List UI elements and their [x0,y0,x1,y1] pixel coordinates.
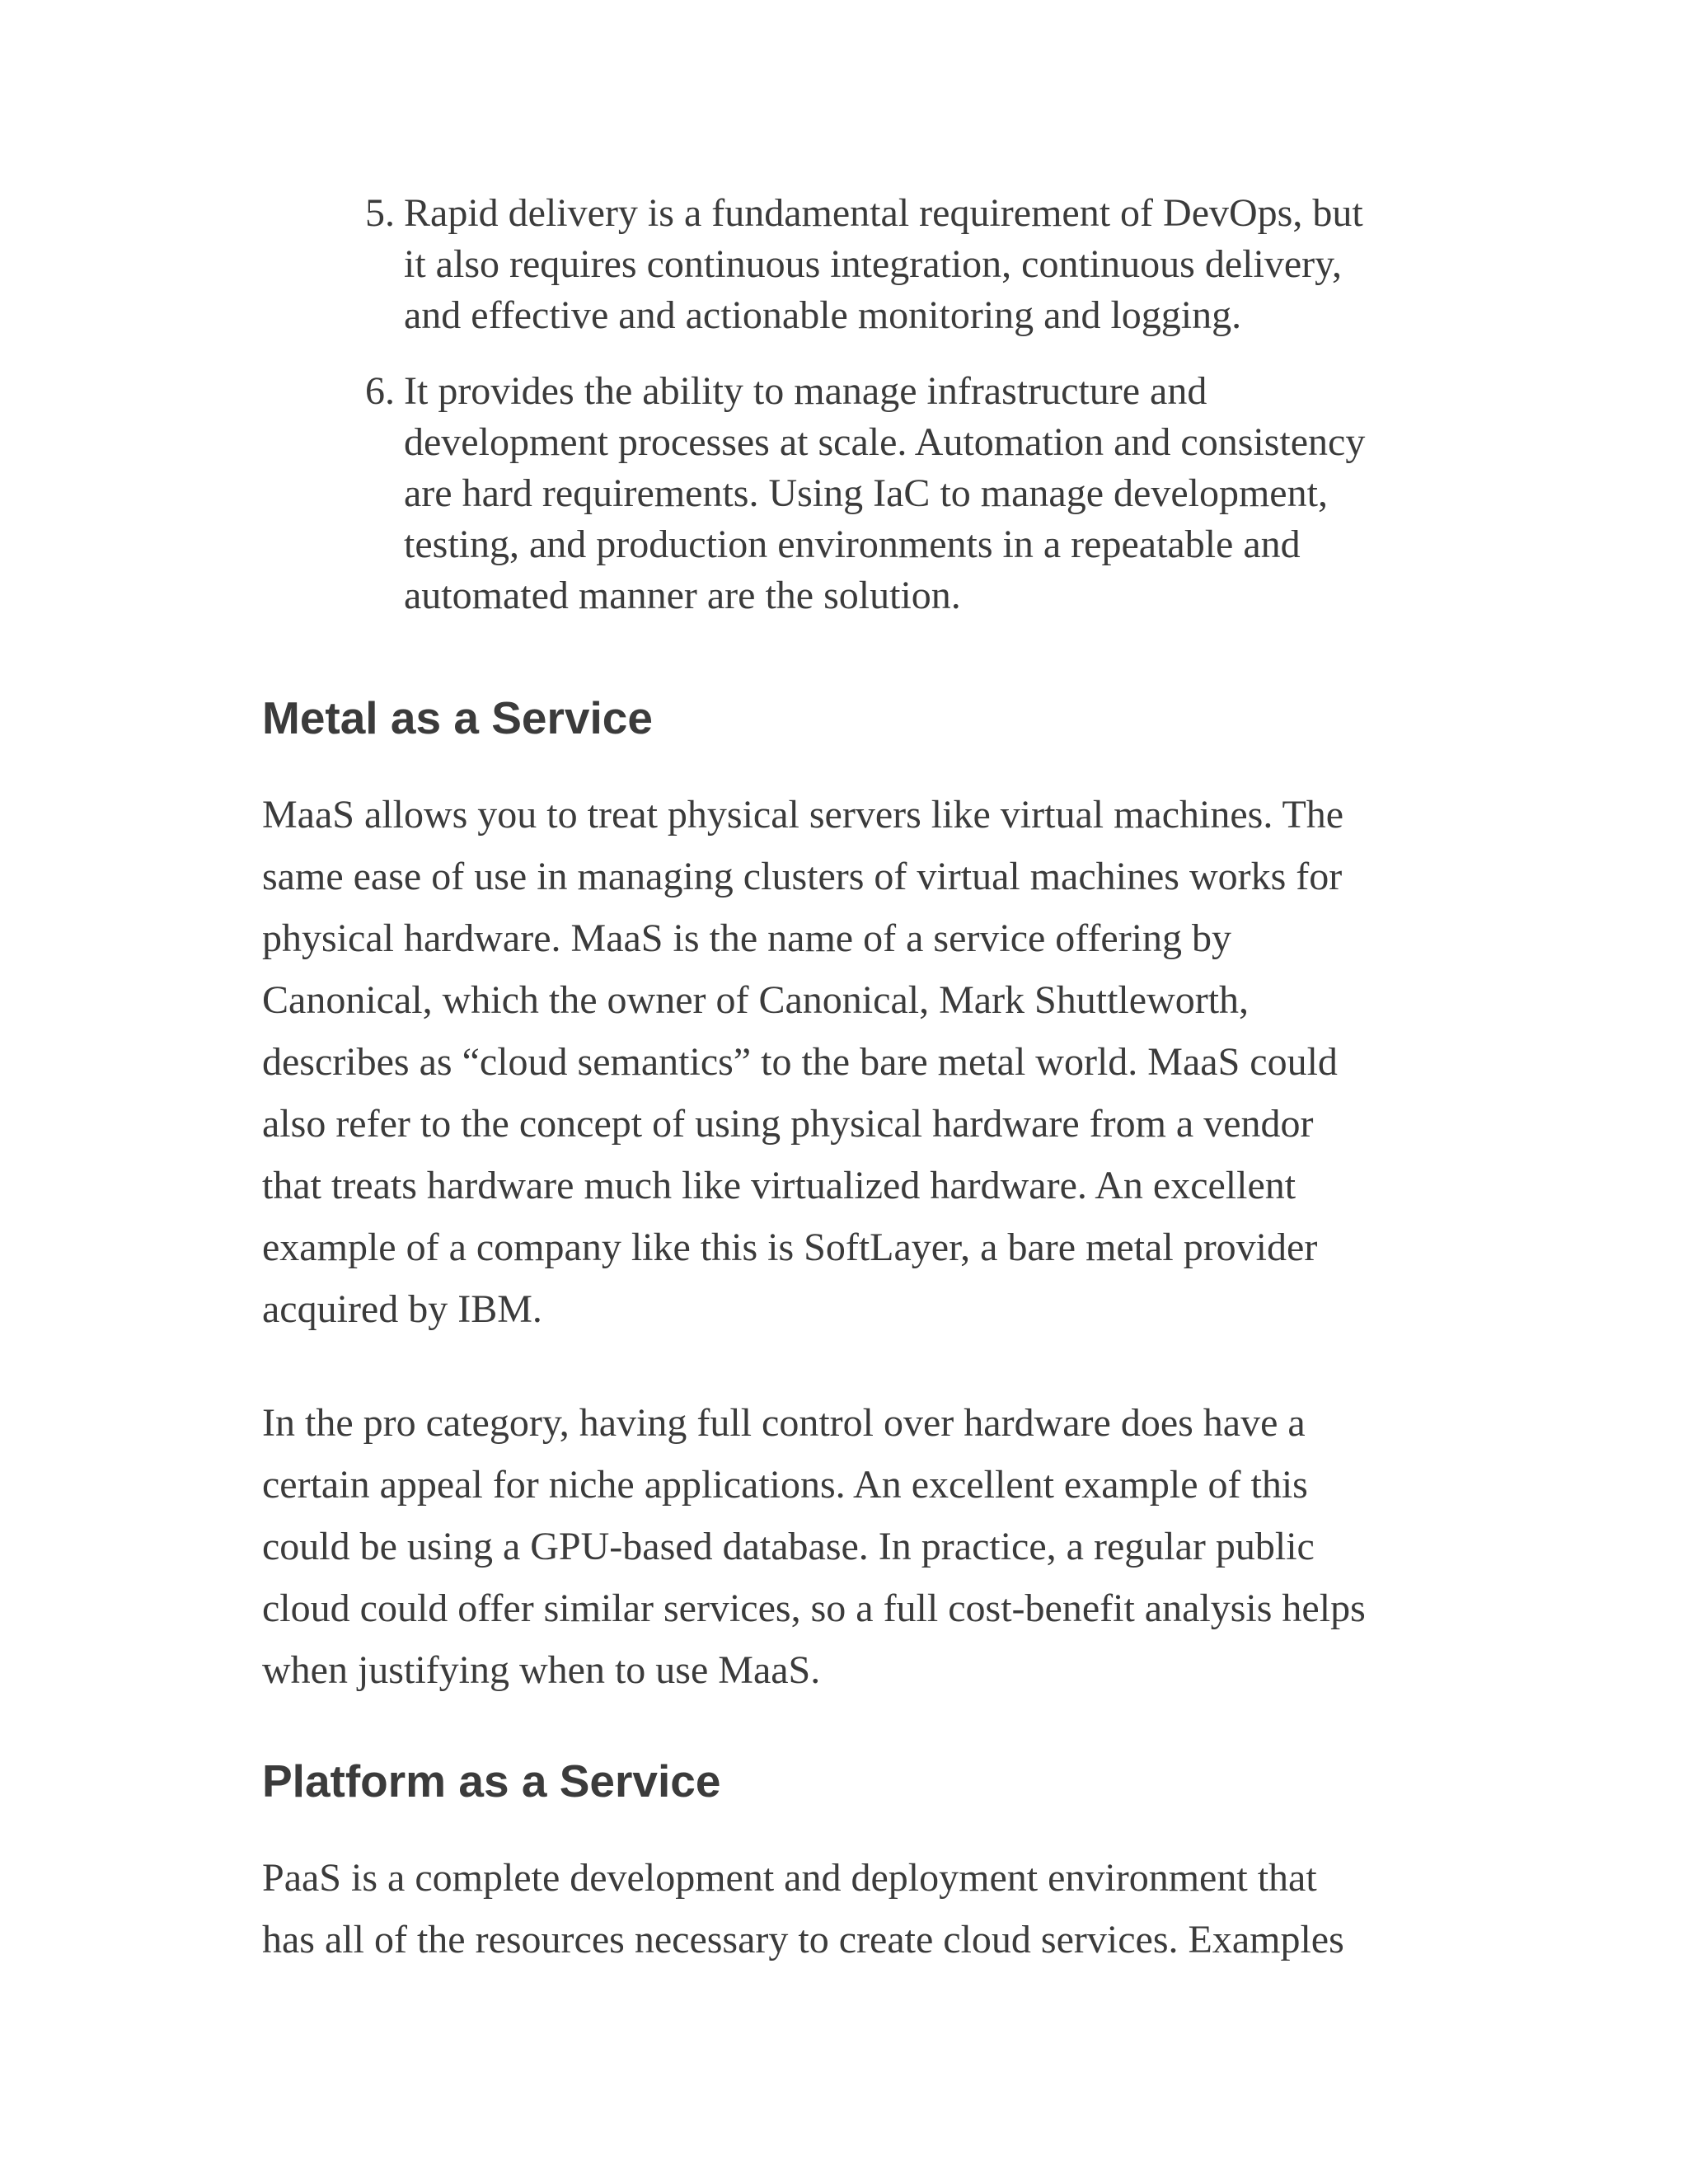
paragraph-line: Canonical, which the owner of Canonical, Mark Shuttleworth, [262,978,1250,1022]
paragraph-line: could be using a GPU-based database. In practice, a regular public [262,1525,1315,1568]
list-line: It provides the ability to manage infrastructure and [404,369,1207,413]
paragraph-line: also refer to the concept of using physical hardware from a vendor [262,1102,1314,1146]
paragraph-line: physical hardware. MaaS is the name of a service offering by [262,916,1232,960]
paragraph-line: certain appeal for niche applications. An excellent example of this [262,1463,1308,1507]
paragraph-line: MaaS allows you to treat physical servers like virtual machines. The [262,793,1344,837]
paragraph-line: example of a company like this is SoftLayer, a bare metal provider [262,1226,1318,1269]
list-line: automated manner are the solution. [404,574,961,617]
maas-paragraph-2 [262,1392,1432,1701]
maas-heading: Metal as a Service [262,692,653,743]
list-item-5 [365,188,1428,341]
list-line: development processes at scale. Automation and consistency [404,420,1366,464]
paragraph-line: In the pro category, having full control over hardware does have a [262,1401,1306,1445]
paragraph-line: PaaS is a complete development and deployment environment that [262,1856,1317,1900]
maas-paragraph-1 [262,784,1432,1340]
numbered-list [365,188,1428,646]
list-line: testing, and production environments in a repeatable and [404,523,1301,566]
list-line: Rapid delivery is a fundamental requirement of DevOps, but [404,191,1363,235]
list-number: 6. [365,369,395,413]
list-line: and effective and actionable monitoring and logging. [404,293,1242,337]
paragraph-line: acquired by IBM. [262,1287,542,1331]
list-item-6 [365,366,1428,621]
paas-heading: Platform as a Service [262,1755,721,1807]
paragraph-line: describes as “cloud semantics” to the bare metal world. MaaS could [262,1040,1338,1084]
list-line: are hard requirements. Using IaC to manage development, [404,471,1328,515]
paragraph-line: that treats hardware much like virtualized hardware. An excellent [262,1164,1296,1207]
paragraph-line: when justifying when to use MaaS. [262,1648,821,1692]
list-line: it also requires continuous integration, continuous delivery, [404,242,1342,286]
paas-paragraph-1 [262,1847,1432,1971]
paragraph-line: same ease of use in managing clusters of virtual machines works for [262,855,1343,898]
paragraph-line: has all of the resources necessary to create cloud services. Examples [262,1918,1344,1961]
list-number: 5. [365,191,395,235]
paragraph-line: cloud could offer similar services, so a full cost-benefit analysis helps [262,1586,1366,1630]
